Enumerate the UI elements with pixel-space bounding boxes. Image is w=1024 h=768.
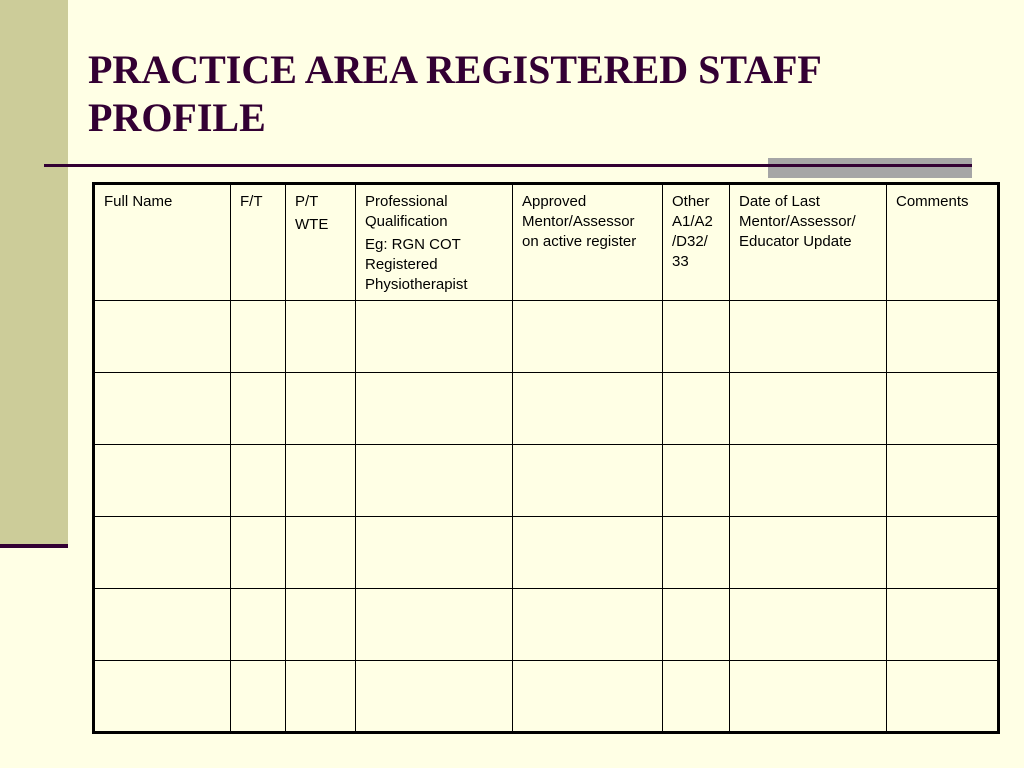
header-approved-mentor: [513, 184, 663, 301]
header-professional-qualification-example: Eg: RGN COT Registered Physiotherapist: [365, 236, 468, 293]
table-cell[interactable]: [231, 445, 286, 517]
header-pt: [286, 184, 356, 301]
table-cell[interactable]: [356, 661, 513, 733]
header-comments-label: Comments: [896, 193, 969, 210]
header-date-last-update-label: Date of Last Mentor/Assessor/ Educator Update: [739, 193, 856, 250]
table-cell[interactable]: [730, 445, 887, 517]
header-full-name: [94, 184, 231, 301]
header-full-name-label: Full Name: [104, 193, 173, 210]
table-cell[interactable]: [231, 517, 286, 589]
table-cell[interactable]: [231, 589, 286, 661]
table-cell[interactable]: [231, 661, 286, 733]
header-pt-label: P/T: [295, 193, 319, 210]
table-cell[interactable]: [286, 373, 356, 445]
header-professional-qualification: [356, 184, 513, 301]
table-cell[interactable]: [94, 445, 231, 517]
table-cell[interactable]: [730, 373, 887, 445]
table-row: [94, 661, 999, 733]
table-cell[interactable]: [513, 661, 663, 733]
header-ft: [231, 184, 286, 301]
table-cell[interactable]: [887, 445, 999, 517]
table-cell[interactable]: [887, 661, 999, 733]
table-cell[interactable]: [663, 445, 730, 517]
table-cell[interactable]: [663, 373, 730, 445]
table-cell[interactable]: [730, 661, 887, 733]
table-cell[interactable]: [231, 301, 286, 373]
table-cell[interactable]: [663, 589, 730, 661]
table-cell[interactable]: [513, 301, 663, 373]
table-cell[interactable]: [286, 517, 356, 589]
header-comments: [887, 184, 999, 301]
table-row: [94, 301, 999, 373]
table-row: [94, 589, 999, 661]
table-cell[interactable]: [286, 445, 356, 517]
title-accent-divider: [768, 165, 972, 167]
table-cell[interactable]: [663, 517, 730, 589]
table-cell[interactable]: [286, 589, 356, 661]
table-cell[interactable]: [94, 373, 231, 445]
table-cell[interactable]: [94, 517, 231, 589]
left-band-divider: [0, 544, 68, 548]
table-cell[interactable]: [730, 301, 887, 373]
table-cell[interactable]: [887, 589, 999, 661]
table-cell[interactable]: [663, 661, 730, 733]
table-cell[interactable]: [513, 517, 663, 589]
table-cell[interactable]: [94, 661, 231, 733]
table-cell[interactable]: [356, 373, 513, 445]
header-other: [663, 184, 730, 301]
header-ft-label: F/T: [240, 193, 263, 210]
table-cell[interactable]: [513, 373, 663, 445]
header-approved-mentor-label: Approved Mentor/Assessor on active register: [522, 193, 637, 250]
table-cell[interactable]: [94, 589, 231, 661]
header-other-label: Other A1/A2 /D32/ 33: [672, 193, 713, 270]
table-cell[interactable]: [513, 589, 663, 661]
table-cell[interactable]: [887, 517, 999, 589]
header-date-last-update: [730, 184, 887, 301]
table-cell[interactable]: [286, 661, 356, 733]
table-cell[interactable]: [356, 301, 513, 373]
table-cell[interactable]: [356, 517, 513, 589]
header-professional-qualification-label: Professional Qualification: [365, 193, 448, 230]
table-cell[interactable]: [286, 301, 356, 373]
table-row: [94, 445, 999, 517]
slide-title: PRACTICE AREA REGISTERED STAFF PROFILE: [88, 47, 821, 140]
header-pt-sublabel: WTE: [295, 216, 329, 233]
table-row: [94, 373, 999, 445]
table-cell[interactable]: [663, 301, 730, 373]
table-cell[interactable]: [887, 373, 999, 445]
table-cell[interactable]: [356, 445, 513, 517]
table-header-row: [94, 184, 999, 301]
table-cell[interactable]: [513, 445, 663, 517]
left-decorative-band: [0, 0, 68, 546]
table-cell[interactable]: [356, 589, 513, 661]
table-cell[interactable]: [730, 517, 887, 589]
table-cell[interactable]: [231, 373, 286, 445]
table-cell[interactable]: [887, 301, 999, 373]
table-cell[interactable]: [94, 301, 231, 373]
table-cell[interactable]: [730, 589, 887, 661]
table-row: [94, 517, 999, 589]
staff-profile-table: [92, 182, 1000, 734]
title-accent-bar: [768, 158, 972, 178]
